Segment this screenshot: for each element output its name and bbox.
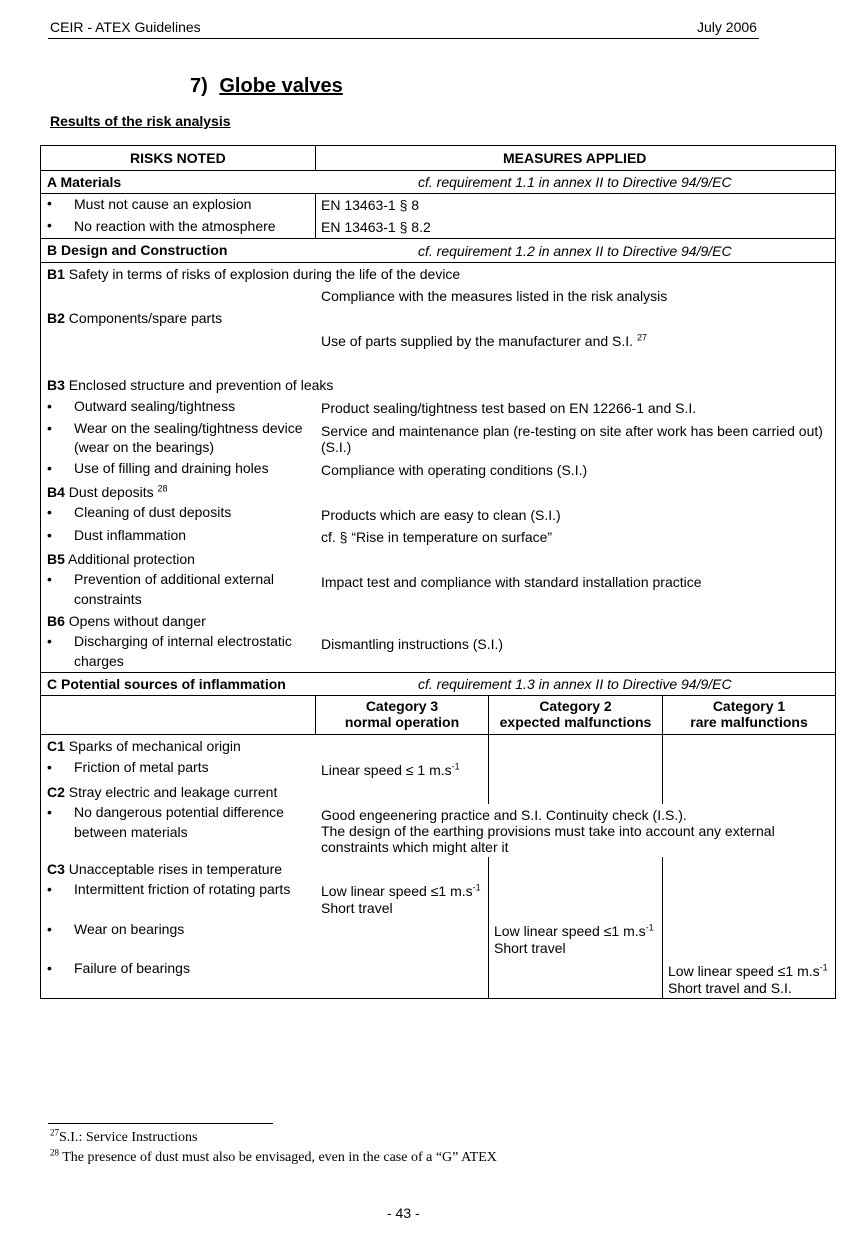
b3-risk-3: Use of filling and draining holes [74, 460, 269, 476]
header-rule [48, 38, 759, 39]
cat3-header: Category 3 normal operation [344, 698, 460, 730]
c2-risk-1b: between materials [74, 824, 188, 840]
c3-measure-cat3: Low linear speed ≤1 $m.s^{-1}$ Short travel [321, 882, 481, 916]
b3-risk-2b: (wear on the bearings) [74, 439, 215, 455]
section-c-title: C Potential sources of inflammation [47, 676, 286, 692]
b2-measure: Use of parts supplied by the manufacturer and S.I. $^{27}$ [321, 332, 647, 349]
c2-measure-1: Good engeenering practice and S.I. Continuity check (I.S.). [321, 807, 687, 823]
cat1-header: Category 1 rare malfunctions [690, 698, 808, 730]
b6-heading: B6 Opens without danger [47, 613, 206, 629]
c3-measure-cat1: Low linear speed ≤1 $m.s^{-1}$ Short travel and S.I. [668, 962, 828, 996]
b5-measure-1: Impact test and compliance with standard installation practice [321, 574, 702, 590]
section-b-title: B Design and Construction [47, 242, 228, 258]
b5-risk-1b: constraints [74, 591, 142, 607]
footnote-28: $^{28}$ The presence of dust must also be envisaged, even in the case of a “G” ATEX [50, 1147, 497, 1165]
b1-heading: B1 Safety in terms of risks of explosion during the life of the device [47, 266, 461, 282]
b4-measure-1: Products which are easy to clean (S.I.) [321, 507, 561, 523]
col-header-risks: RISKS NOTED [130, 150, 226, 166]
b4-risk-1: Cleaning of dust deposits [74, 504, 232, 520]
section-b-ref: cf. requirement 1.2 in annex II to Directive 94/9/EC [418, 243, 732, 259]
page-number: - 43 - [387, 1205, 420, 1221]
footnote-27: $^{27}$S.I.: Service Instructions [50, 1127, 198, 1145]
a-measure-2: EN 13463-1 § 8.2 [321, 219, 431, 235]
c2-measure-2: The design of the earthing provisions must take into account any external [321, 823, 775, 839]
b1-measure: Compliance with the measures listed in the risk analysis [321, 288, 668, 304]
b3-measure-3: Compliance with operating conditions (S.I.) [321, 462, 588, 478]
title-number: 7) [190, 75, 208, 97]
b5-heading: B5 Additional protection [47, 551, 195, 567]
c3-risk-1: Intermittent friction of rotating parts [74, 881, 291, 897]
b4-risk-2: Dust inflammation [74, 527, 187, 543]
c2-heading: C2 Stray electric and leakage current [47, 784, 278, 800]
c1-risk-1: Friction of metal parts [74, 759, 209, 775]
header-right: July 2006 [697, 19, 757, 35]
section-c-ref: cf. requirement 1.3 in annex II to Directive 94/9/EC [418, 676, 732, 692]
c3-heading: C3 Unacceptable rises in temperature [47, 861, 283, 877]
c3-measure-cat2: Low linear speed ≤1 $m.s^{-1}$ Short travel [494, 922, 654, 956]
c3-risk-3: Failure of bearings [74, 960, 190, 976]
b6-risk-1b: charges [74, 653, 124, 669]
b3-heading: B3 Enclosed structure and prevention of leaks [47, 377, 334, 393]
section-a-title: A Materials [47, 174, 122, 190]
col-header-measures: MEASURES APPLIED [503, 150, 647, 166]
b4-measure-2: cf. § “Rise in temperature on surface” [321, 529, 553, 545]
c3-risk-2: Wear on bearings [74, 921, 185, 937]
b3-risk-2a: Wear on the sealing/tightness device [74, 420, 303, 436]
subtitle: Results of the risk analysis [50, 113, 231, 129]
b5-risk-1a: Prevention of additional external [74, 571, 275, 587]
b2-heading: B2 Components/spare parts [47, 310, 223, 326]
a-risk-1: Must not cause an explosion [74, 196, 252, 212]
c2-measure-3: constraints which might alter it [321, 839, 509, 855]
a-risk-2: No reaction with the atmosphere [74, 218, 276, 234]
b3-measure-2b: (S.I.) [321, 439, 352, 455]
b3-measure-1: Product sealing/tightness test based on EN 12266-1 and S.I. [321, 400, 697, 416]
b3-risk-1: Outward sealing/tightness [74, 398, 236, 414]
b3-measure-2a: Service and maintenance plan (re-testing on site after work has been carried out) [321, 423, 823, 439]
c1-heading: C1 Sparks of mechanical origin [47, 738, 241, 754]
cat2-header: Category 2 expected malfunctions [499, 698, 652, 730]
title-text: Globe valves [219, 75, 343, 97]
a-measure-1: EN 13463-1 § 8 [321, 197, 420, 213]
b6-measure-1: Dismantling instructions (S.I.) [321, 636, 504, 652]
header-left: CEIR - ATEX Guidelines [50, 19, 201, 35]
c1-measure-1: Linear speed ≤ 1 $m.s^{-1}$ [321, 761, 460, 778]
b6-risk-1a: Discharging of internal electrostatic [74, 633, 292, 649]
page-title [190, 75, 343, 98]
footnote-rule [48, 1123, 273, 1124]
c2-risk-1a: No dangerous potential difference [74, 804, 284, 820]
section-a-ref: cf. requirement 1.1 in annex II to Directive 94/9/EC [418, 174, 732, 190]
b4-heading: B4 Dust deposits $^{28}$ [47, 483, 168, 500]
